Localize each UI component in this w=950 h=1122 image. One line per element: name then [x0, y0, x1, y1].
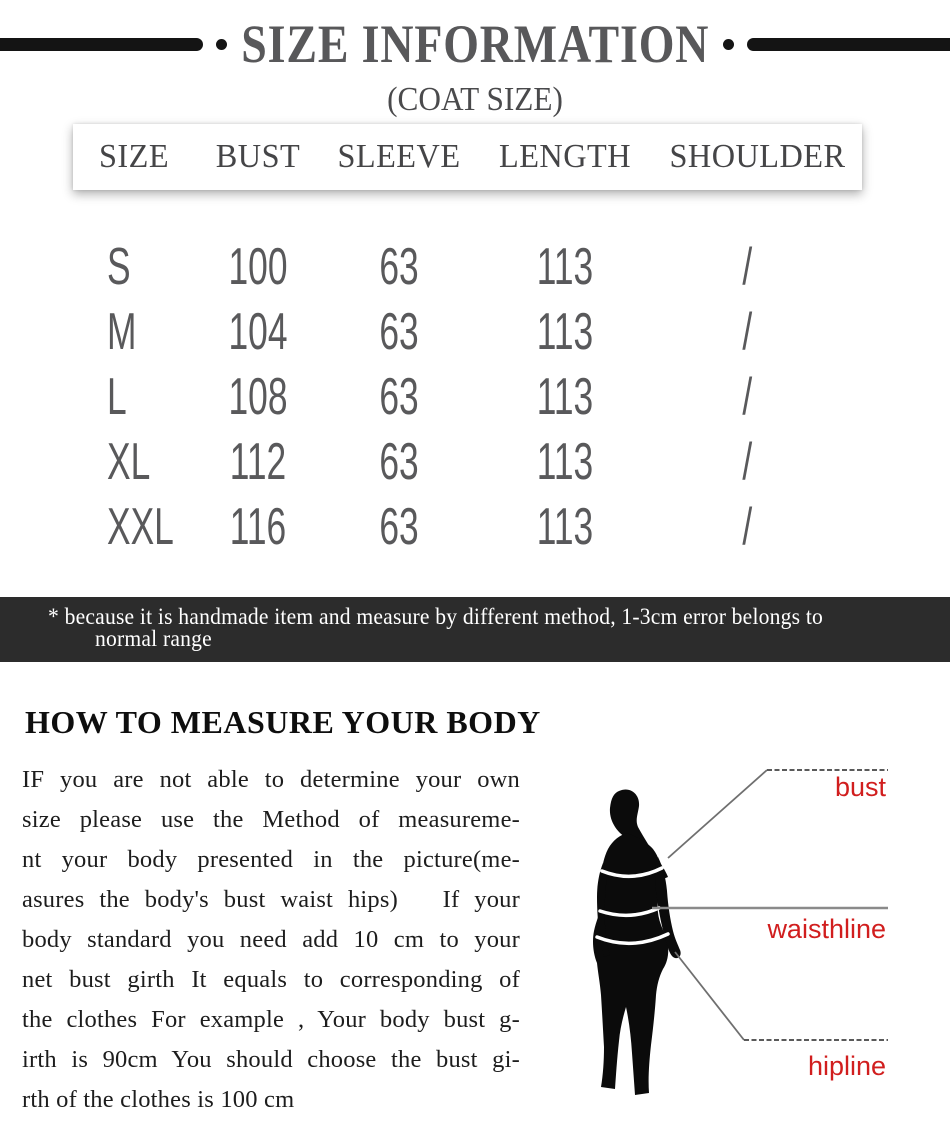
measure-paragraph — [22, 760, 520, 1120]
length-cell: 113 — [536, 432, 594, 491]
paragraph-line: size please use the Method of measureme- — [22, 806, 520, 833]
length-cell: 113 — [536, 497, 594, 556]
size-cell: M — [107, 302, 137, 361]
size-cell: L — [107, 367, 127, 426]
size-table-row — [73, 429, 862, 494]
measure-section — [0, 680, 950, 1122]
size-table-column-header: SLEEVE — [337, 138, 461, 175]
length-cell: 113 — [536, 302, 594, 361]
bust-cell: 100 — [228, 237, 288, 296]
decorative-rule-right — [747, 38, 950, 51]
sleeve-cell: 63 — [379, 432, 419, 491]
size-table-column-header: SIZE — [98, 138, 170, 175]
sleeve-cell: 63 — [379, 237, 419, 296]
shoulder-cell: / — [742, 302, 753, 361]
paragraph-line: net bust girth It equals to corresponding of — [22, 966, 520, 993]
size-table-column-header: BUST — [215, 138, 301, 175]
size-table-row — [73, 494, 862, 559]
note-line-1: * because it is handmade item and measure by different method, 1-3cm error belongs to — [48, 604, 824, 629]
size-table-row — [73, 299, 862, 364]
note-line-2: normal range — [95, 626, 212, 651]
size-table-column-header: LENGTH — [498, 138, 632, 175]
paragraph-line: asures the body's bust waist hips) If your — [22, 886, 520, 913]
size-table-row — [73, 234, 862, 299]
hipline-label: hipline — [807, 1051, 886, 1081]
size-table-row — [73, 364, 862, 429]
bust-cell: 108 — [228, 367, 288, 426]
size-cell: XL — [107, 432, 151, 491]
handmade-note-banner — [0, 597, 950, 662]
decorative-dot-left — [216, 39, 227, 50]
size-table — [0, 124, 950, 559]
size-table-header-row — [73, 124, 862, 190]
coat-size-subtitle: (COAT SIZE) — [387, 81, 563, 118]
size-cell: XXL — [107, 497, 174, 556]
length-cell: 113 — [536, 237, 594, 296]
bust-label: bust — [834, 772, 886, 802]
title-row — [0, 14, 950, 74]
bust-cell: 104 — [228, 302, 288, 361]
shoulder-cell: / — [742, 237, 753, 296]
shoulder-cell: / — [742, 497, 753, 556]
sleeve-cell: 63 — [379, 367, 419, 426]
paragraph-line: the clothes For example , Your body bust g- — [22, 1006, 520, 1033]
shoulder-cell: / — [742, 432, 753, 491]
paragraph-line: irth is 90cm You should choose the bust gi- — [22, 1046, 520, 1073]
paragraph-line: IF you are not able to determine your own — [22, 766, 520, 793]
bust-cell: 112 — [229, 432, 287, 491]
body-silhouette-figure — [575, 787, 705, 1112]
size-cell: S — [107, 237, 131, 296]
paragraph-line: body standard you need add 10 cm to your — [22, 926, 520, 953]
decorative-rule-left — [0, 38, 203, 51]
female-silhouette-icon — [575, 787, 705, 1112]
sleeve-cell: 63 — [379, 302, 419, 361]
size-table-column-header: SHOULDER — [669, 138, 846, 175]
measure-heading: HOW TO MEASURE YOUR BODY — [25, 704, 541, 740]
shoulder-cell: / — [742, 367, 753, 426]
paragraph-line: rth of the clothes is 100 cm — [22, 1086, 295, 1113]
page-title: SIZE INFORMATION — [241, 14, 710, 74]
length-cell: 113 — [536, 367, 594, 426]
size-info-header — [0, 14, 950, 120]
decorative-dot-right — [723, 39, 734, 50]
sleeve-cell: 63 — [379, 497, 419, 556]
waistline-label: waisthline — [767, 914, 886, 944]
bust-cell: 116 — [229, 497, 287, 556]
size-table-body — [73, 234, 862, 559]
paragraph-line: nt your body presented in the picture(me- — [22, 846, 520, 873]
